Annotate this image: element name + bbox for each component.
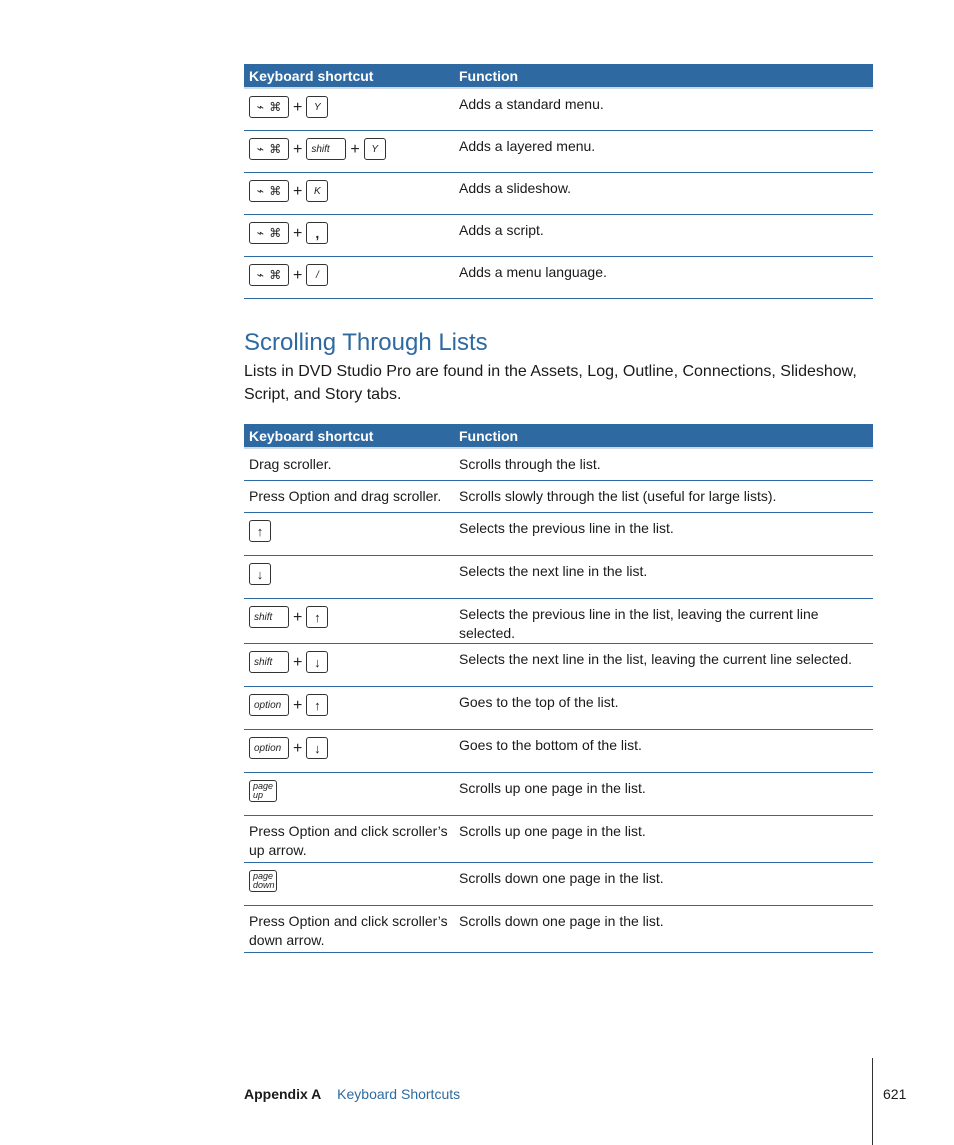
shortcuts-table-lists [244,424,873,953]
plus-sign: + [293,224,303,242]
section-heading: Scrolling Through Lists [244,329,488,356]
command-key-icon: ⌁ ⌘ [249,222,289,244]
function-cell: Selects the next line in the list. [454,556,873,599]
column-header-function: Function [454,64,873,88]
page-number: 621 [883,1086,907,1102]
page-down-key-icon: page down [249,870,277,892]
key-combo [249,138,449,160]
shift-key-icon: shift [249,651,289,673]
table-row [244,173,873,215]
table-row [244,599,873,644]
shortcut-cell: Press Option and drag scroller. [244,481,454,513]
shortcut-cell: Press Option and click scroller’s up arrow. [244,816,454,863]
down-arrow-key-icon: ↓ [306,737,328,759]
shortcut-cell: Drag scroller. [244,448,454,481]
key-combo [249,606,449,628]
table-row [244,215,873,257]
key-combo [249,180,449,202]
y-key-icon: Y [306,96,328,118]
table-row [244,131,873,173]
footer-appendix-label: Appendix A [244,1086,322,1102]
table-row [244,906,873,953]
table-header-row [244,64,873,88]
function-cell: Goes to the top of the list. [454,687,873,730]
function-cell: Goes to the bottom of the list. [454,730,873,773]
shortcuts-table-menus [244,64,873,299]
plus-sign: + [293,696,303,714]
plus-sign: + [293,739,303,757]
key-combo [249,651,449,673]
shift-key-icon: shift [249,606,289,628]
slash-key-icon: / [306,264,328,286]
plus-sign: + [293,653,303,671]
table-row [244,556,873,599]
up-arrow-key-icon: ↑ [306,694,328,716]
key-combo [249,264,449,286]
table-row [244,644,873,687]
footer-chapter-title: Keyboard Shortcuts [337,1086,461,1102]
key-combo [249,780,449,802]
function-cell: Scrolls through the list. [454,448,873,481]
function-cell: Scrolls up one page in the list. [454,816,873,863]
table-row [244,448,873,481]
plus-sign: + [293,266,303,284]
function-cell: Selects the next line in the list, leaving the current line selected. [454,644,873,687]
key-combo [249,737,449,759]
command-key-icon: ⌁ ⌘ [249,180,289,202]
key-combo [249,694,449,716]
command-key-icon: ⌁ ⌘ [249,96,289,118]
option-key-icon: option [249,737,289,759]
function-cell: Scrolls down one page in the list. [454,906,873,953]
table-row [244,816,873,863]
function-cell: Adds a script. [454,215,873,257]
page-footer [244,1086,460,1102]
table-row [244,513,873,556]
y-key-icon: Y [364,138,386,160]
section-intro: Lists in DVD Studio Pro are found in the Assets, Log, Outline, Connections, Slideshow, Script, and Story tabs. [244,363,857,403]
function-cell: Selects the previous line in the list, leaving the current line selected. [454,599,873,644]
function-cell: Scrolls down one page in the list. [454,863,873,906]
table-row [244,88,873,131]
table-row [244,863,873,906]
shortcut-cell: Press Option and click scroller’s down arrow. [244,906,454,953]
k-key-icon: K [306,180,328,202]
footer-divider [872,1058,873,1145]
table-row [244,481,873,513]
table-row [244,730,873,773]
key-combo [249,222,449,244]
down-arrow-key-icon: ↓ [306,651,328,673]
up-arrow-key-icon: ↑ [306,606,328,628]
plus-sign: + [293,182,303,200]
plus-sign: + [293,608,303,626]
column-header-function: Function [454,424,873,448]
function-cell: Selects the previous line in the list. [454,513,873,556]
page-up-key-icon: page up [249,780,277,802]
plus-sign: + [350,140,360,158]
key-combo [249,96,449,118]
key-combo [249,870,449,892]
table-row [244,773,873,816]
plus-sign: + [293,98,303,116]
comma-key-icon: , [306,222,328,244]
plus-sign: + [293,140,303,158]
table-header-row [244,424,873,448]
function-cell: Scrolls slowly through the list (useful for large lists). [454,481,873,513]
function-cell: Scrolls up one page in the list. [454,773,873,816]
table-row [244,687,873,730]
shift-key-icon: shift [306,138,346,160]
function-cell: Adds a layered menu. [454,131,873,173]
table-row [244,257,873,299]
function-cell: Adds a menu language. [454,257,873,299]
command-key-icon: ⌁ ⌘ [249,264,289,286]
function-cell: Adds a slideshow. [454,173,873,215]
key-combo [249,563,449,585]
column-header-shortcut: Keyboard shortcut [244,424,454,448]
command-key-icon: ⌁ ⌘ [249,138,289,160]
key-combo [249,520,449,542]
down-arrow-key-icon: ↓ [249,563,271,585]
function-cell: Adds a standard menu. [454,88,873,131]
up-arrow-key-icon: ↑ [249,520,271,542]
option-key-icon: option [249,694,289,716]
column-header-shortcut: Keyboard shortcut [244,64,454,88]
